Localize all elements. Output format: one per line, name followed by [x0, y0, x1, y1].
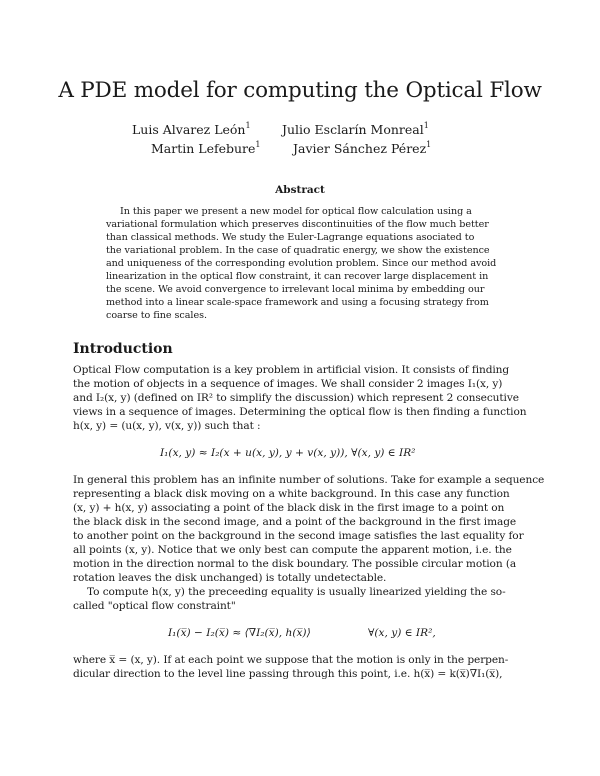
author-affiliation: 1: [255, 140, 261, 149]
abstract-heading: Abstract: [275, 184, 325, 196]
abstract-line: and uniqueness of the corresponding evolution problem. Since our method avoid: [106, 258, 497, 269]
author-2: [282, 121, 429, 137]
body-line: to another point on the background in the second image satisfies the last equality for: [73, 530, 524, 542]
body-line: representing a black disk moving on a white background. In this case any function: [73, 488, 510, 500]
author-1: [132, 121, 251, 137]
abstract-line: the scene. We avoid convergence to irrelevant local minima by embedding our: [106, 284, 485, 295]
body-line: called "optical flow constraint": [73, 600, 236, 612]
body-line: Optical Flow computation is a key problem in artificial vision. It consists of finding: [73, 364, 510, 376]
body-line: dicular direction to the level line passing through this point, i.e. h(x̅) = k(x̅)∇I₁(x̅),: [73, 668, 503, 680]
abstract-line: In this paper we present a new model for optical flow calculation using a: [120, 206, 472, 217]
abstract-line: linearization in the optical flow constraint, it can recover large displacement in: [106, 271, 489, 282]
body-line: In general this problem has an infinite number of solutions. Take for example a sequence: [73, 474, 545, 486]
body-line: (x, y) + h(x, y) associating a point of the black disk in the first image to a point on: [73, 502, 505, 514]
body-line: motion in the direction normal to the disk boundary. The possible circular motion (a: [73, 558, 517, 570]
body-line: rotation leaves the disk unchanged) is totally undetectable.: [73, 572, 387, 584]
body-line: the motion of objects in a sequence of images. We shall consider 2 images I₁(x, y): [73, 378, 503, 390]
abstract-line: variational formulation which preserves discontinuities of the flow much better: [106, 219, 489, 230]
body-line: where x̅ = (x, y). If at each point we suppose that the motion is only in the perpen-: [73, 654, 509, 666]
body-line: To compute h(x, y) the preceeding equality is usually linearized yielding the so-: [87, 586, 506, 598]
equation-2-condition: ∀(x, y) ∈ IR²,: [368, 627, 436, 639]
author-name: Julio Esclarín Monreal: [282, 122, 424, 137]
abstract-line: than classical methods. We study the Euler-Lagrange equations asociated to: [106, 232, 475, 243]
author-3: [151, 140, 261, 156]
author-name: Javier Sánchez Pérez: [293, 141, 427, 156]
body-line: and I₂(x, y) (defined on IR² to simplify the discussion) which represent 2 consecutive: [73, 392, 519, 404]
section-heading-introduction: Introduction: [73, 341, 173, 357]
abstract-line: the variational problem. In the case of quadratic energy, we show the existence: [106, 245, 490, 256]
body-line: the black disk in the second image, and a point of the background in the first image: [73, 516, 517, 528]
author-name: Luis Alvarez León: [132, 122, 246, 137]
author-affiliation: 1: [423, 121, 429, 130]
body-line: views in a sequence of images. Determining the optical flow is then finding a function: [73, 406, 527, 418]
paper-title: A PDE model for computing the Optical Flow: [58, 78, 542, 103]
equation-2: I₁(x̅) − I₂(x̅) ≈ ⟨∇I₂(x̅), h(x̅)⟩: [168, 627, 311, 639]
abstract-line: method into a linear scale-space framework and using a focusing strategy from: [106, 297, 489, 308]
author-4: [293, 140, 431, 156]
author-affiliation: 1: [245, 121, 251, 130]
abstract-line: coarse to fine scales.: [106, 310, 207, 321]
author-name: Martin Lefebure: [151, 141, 256, 156]
body-line: h(x, y) = (u(x, y), v(x, y)) such that :: [73, 420, 261, 432]
body-line: all points (x, y). Notice that we only best can compute the apparent motion, i.e. the: [73, 544, 512, 556]
equation-1: I₁(x, y) ≈ I₂(x + u(x, y), y + v(x, y)), ∀(x, y) ∈ IR²: [160, 447, 416, 459]
author-affiliation: 1: [426, 140, 432, 149]
